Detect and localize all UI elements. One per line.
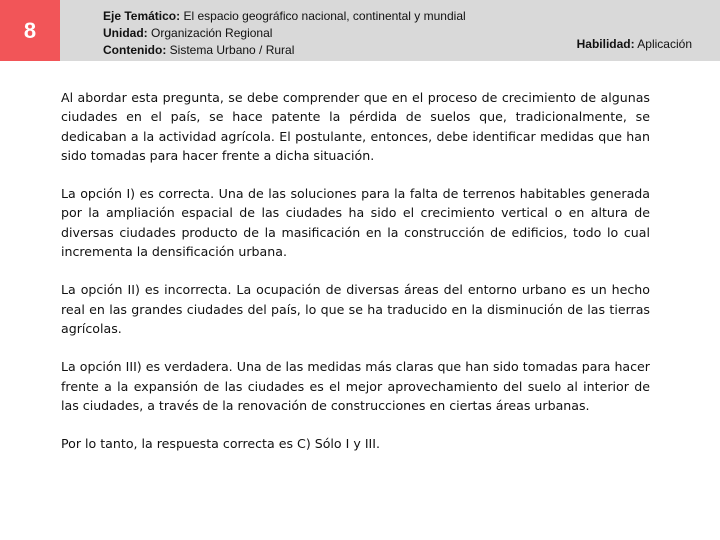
question-metadata	[103, 8, 466, 59]
paragraph-option-3: La opción III) es verdadera. Una de las medidas más claras que han sido tomadas para hacer frente a la expansión de las ciudades es el mejor aprovechamiento del suelo al interior de las ciudades, a través de la renovación de construcciones en ciertas áreas urbanas.	[61, 359, 650, 413]
paragraph-answer: Por lo tanto, la respuesta correcta es C) Sólo I y III.	[61, 436, 380, 452]
contenido: Contenido: Sistema Urbano / Rural	[103, 43, 295, 57]
unidad: Unidad: Organización Regional	[103, 26, 273, 40]
paragraph-option-1: La opción I) es correcta. Una de las soluciones para la falta de terrenos habitables generada por la ampliación espacial de las ciudades ha sido el crecimiento vertical o en altura de diversas ciudades producto de la masificación en la construcción de edificios, todo lo cual incrementa la densificación urbana.	[61, 186, 650, 260]
habilidad: Habilidad: Aplicación	[576, 37, 692, 51]
paragraph-option-2: La opción II) es incorrecta. La ocupación de diversas áreas del entorno urbano es un hecho real en las grandes ciudades del país, lo que se ha traducido en la disminución de las tierras agrícolas.	[61, 282, 650, 336]
paragraph-intro: Al abordar esta pregunta, se debe comprender que en el proceso de crecimiento de algunas ciudades en el país, se hace patente la pérdida de suelos que, tradicionalmente, se dedicaban a la actividad agrícola. El postulante, entonces, debe identificar medidas que han sido tomadas para hacer frente a dicha situación.	[61, 90, 650, 163]
explanation-body	[61, 88, 650, 472]
question-number-badge: 8	[0, 0, 60, 61]
question-header	[0, 0, 720, 61]
eje-tematico: Eje Temático: El espacio geográfico nacional, continental y mundial	[103, 9, 466, 23]
